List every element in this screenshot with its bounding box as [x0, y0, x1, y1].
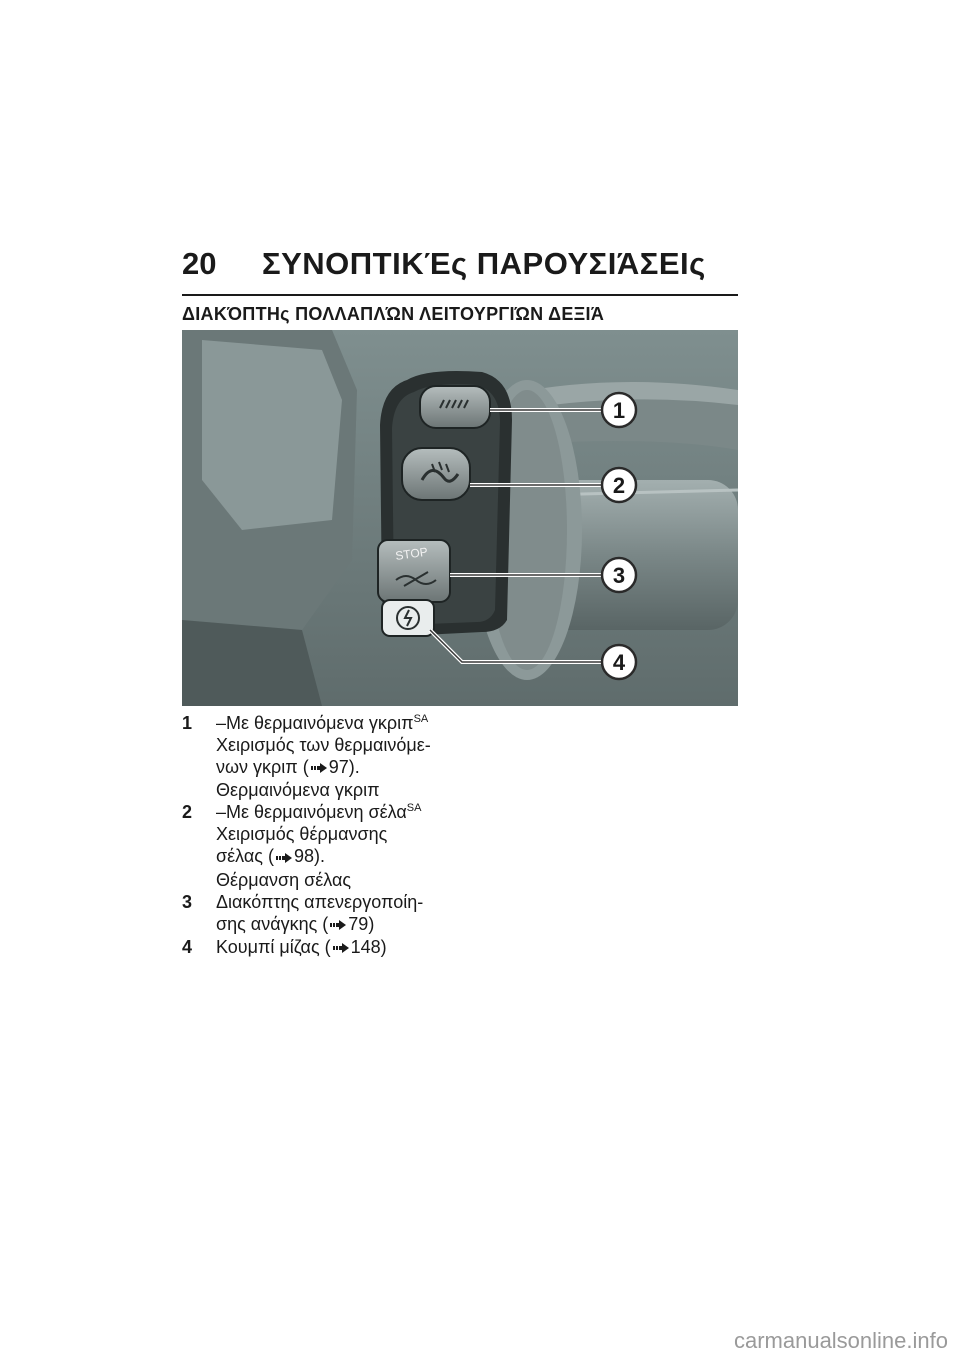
- page-ref-arrow-icon: [330, 914, 346, 936]
- legend-item-number: 4: [182, 936, 193, 957]
- legend-item: [182, 936, 482, 959]
- legend-item: [182, 712, 482, 801]
- stop-label: STOP: [394, 544, 429, 563]
- svg-text:2: 2: [612, 473, 626, 498]
- page-ref-arrow-icon: [333, 937, 349, 959]
- legend-line: [216, 712, 482, 734]
- legend-item: [182, 801, 482, 890]
- page-reference-link[interactable]: 97: [328, 757, 349, 777]
- legend-item-number: 1: [182, 713, 193, 733]
- legend-line: [216, 869, 482, 891]
- legend-text: Κουμπί μίζας (: [216, 936, 331, 957]
- callout-4: [602, 645, 636, 679]
- page-reference-link[interactable]: 79: [348, 913, 369, 934]
- legend-line: [216, 891, 482, 913]
- header-divider: [182, 294, 738, 296]
- legend-text: Χειρισμός των θερμαινόμε-: [216, 735, 431, 755]
- legend-text: Χειρισμός θέρμανσης: [216, 824, 388, 845]
- page-number: 20: [182, 246, 217, 281]
- legend-list: [182, 712, 482, 959]
- callout-1: [602, 393, 636, 427]
- sa-superscript: SA: [413, 713, 429, 725]
- legend-line: [216, 801, 482, 823]
- legend-text: σης ανάγκης (: [216, 913, 329, 934]
- legend-item: [182, 891, 482, 936]
- legend-line: [216, 913, 482, 936]
- svg-text:3: 3: [612, 563, 626, 588]
- legend-text: ).: [313, 846, 325, 867]
- switch-illustration: [182, 330, 738, 706]
- legend-text: σέλας (: [216, 846, 274, 867]
- legend-line: [216, 936, 482, 959]
- page-ref-arrow-icon: [311, 757, 327, 779]
- legend-text: Θερμαινόμενα γκριπ: [216, 780, 380, 801]
- legend-text: –Με θερμαινόμενη σέλα: [216, 802, 407, 823]
- legend-text: ): [368, 913, 375, 934]
- callout-3: [602, 558, 636, 592]
- legend-text: ).: [348, 757, 360, 777]
- section-title: ΔΙΑΚΌΠΤΗς ΠΟΛΛΑΠΛΏΝ ΛΕΙΤΟΥΡΓΙΏΝ ΔΕΞΙΆ: [182, 304, 605, 324]
- legend-line: [216, 845, 482, 868]
- svg-text:1: 1: [612, 398, 626, 423]
- page-reference-link[interactable]: 148: [350, 936, 381, 957]
- sa-superscript: SA: [406, 802, 422, 815]
- callout-2: [602, 468, 636, 502]
- legend-text: ): [380, 936, 387, 957]
- legend-line: [216, 779, 482, 801]
- legend-line: [216, 756, 482, 779]
- watermark: carmanualsonline.info: [733, 1328, 948, 1353]
- legend-text: νων γκριπ (: [216, 757, 309, 777]
- chapter-title: ΣΥΝΟΠΤΙΚΈς ΠΑΡΟΥΣΙΆΣΕΙς: [262, 246, 706, 281]
- legend-text: –Με θερμαινόμενα γκριπ: [216, 713, 414, 733]
- svg-text:4: 4: [612, 650, 626, 675]
- legend-line: [216, 734, 482, 756]
- legend-text: Διακόπτης απενεργοποίη-: [216, 891, 424, 912]
- legend-item-number: 3: [182, 891, 193, 912]
- page-header: [182, 246, 738, 296]
- page-reference-link[interactable]: 98: [293, 846, 314, 867]
- legend-text: Θέρμανση σέλας: [216, 869, 352, 890]
- legend-item-number: 2: [182, 802, 193, 823]
- legend-line: [216, 823, 482, 845]
- page-ref-arrow-icon: [276, 847, 292, 869]
